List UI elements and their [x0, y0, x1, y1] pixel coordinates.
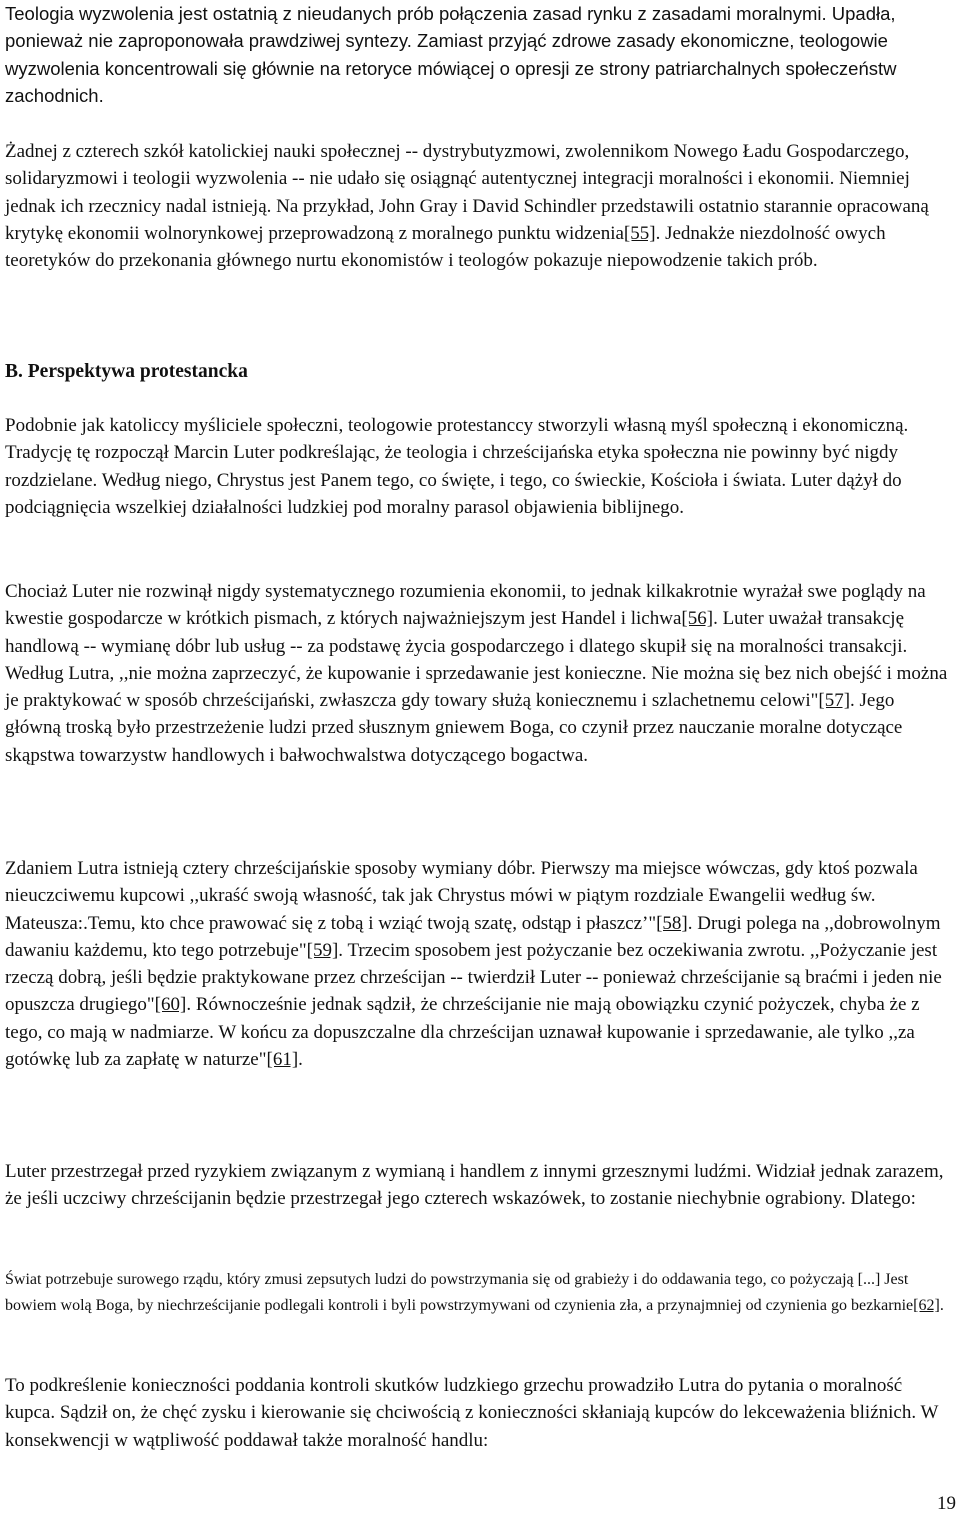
paragraph-risk-warning: Luter przestrzegał przed ryzykiem związanym z wymianą i handlem z innymi grzesznymi ludźmi. Widział jednak zarazem, że jeśli uczciwy chrześcijanin będzie przestrzegał jego czterech wskazówek, to zostanie niechybnie ograbiony. Dlatego: — [5, 1161, 944, 1210]
footnote-link-58[interactable]: [58] — [656, 912, 688, 934]
paragraph-four-ways: Zdaniem Lutra istnieją cztery chrześcijańskie sposoby wymiany dóbr. Pierwszy ma miejsce wówczas, gdy ktoś pozwala nieuczciwemu kupcowi ,,ukraść swoją własność, tak jak Chrystus mówi w piątym rozdziale Ewangelii według św. Mateusza:.Temu, kto chce prawować się z tobą i wziąć twoją szatę, odstąp i płaszcz’"[58]. Drugi polega na ,,dobrowolnym dawaniu każdemu, kto tego potrzebuje"[59]. Trzecim sposobem jest pożyczanie bez oczekiwania zwrotu. ,,Pożyczanie jest rzeczą dobrą, jeśli będzie praktykowane przez chrześcijan -- twierdził Luter -- ponieważ chrześcijanie są braćmi i jeden nie opuszcza drugiego"[60]. Równocześnie jednak sądził, że chrześcijanie nie mają obowiązku czynić pożyczek, chyba że z tego, co mają w nadmiarze. W końcu za dopuszczalne dla chrześcijan uznawał kupowanie i sprzedawanie, ale tylko ,,za gotówkę lub za zapłatę w naturze"[61]. — [5, 858, 942, 1071]
block-quote: Świat potrzebuje surowego rządu, który zmusi zepsutych ludzi do powstrzymania się od grabieży i do oddawania tego, co pożyczają [...] Jest bowiem wolą Boga, by niechrześcijanie podlegali kontroli i byli powstrzymywani od czynienia zła, a przynajmniej od czynienia go bezkarnie[62]. — [5, 1271, 944, 1314]
paragraph-luter-economy: Chociaż Luter nie rozwinął nigdy systematycznego rozumienia ekonomii, to jednak kilkakrotnie wyrażał swe poglądy na kwestie gospodarcze w krótkich pismach, z których najważniejszym jest Handel i lichwa[56]. Luter uważał transakcję handlową -- wymianę dóbr lub usług -- za podstawę życia gospodarczego i dlatego skupił się na moralności transakcji. Według Lutra, ,,nie można zaprzeczyć, że kupowanie i sprzedawanie jest konieczne. Nie można się bez nich obejść i można je praktykować w sposób chrześcijański, zwłaszcza gdy towary służą koniecznemu i szlachetnemu celowi"[57]. Jego główną troską było przestrzeżenie ludzi przed słusznym gniewem Boga, co czynił przez nauczanie moralne dotyczące skąpstwa towarzystw handlowych i bałwochwalstwa dotyczącego bogactwa. — [5, 581, 948, 766]
footnote-link-60[interactable]: [60] — [154, 994, 187, 1016]
footnote-link-55[interactable]: [55] — [623, 222, 656, 244]
paragraph-catholic-schools: Żadnej z czterech szkół katolickiej nauki społecznej -- dystrybutyzmowi, zwolennikom Nowego Ładu Gospodarczego, solidaryzmowi i teologii wyzwolenia -- nie udało się osiągnąć autentycznej integracji moralności i ekonomii. Niemniej jednak ich rzecznicy nadal istnieją. Na przykład, John Gray i David Schindler przedstawili ostatnio starannie opracowaną krytykę ekonomii wolnorynkowej przeprowadzoną z moralnego punktu widzenia[55]. Jednakże niezdolność owych teoretyków do przekonania głównego nurtu ekonomistów i teologów pokazuje niepowodzenie takich prób. — [5, 141, 929, 272]
page-number: 19 — [937, 1493, 956, 1514]
footnote-link-59[interactable]: [59] — [306, 939, 339, 961]
footnote-link-56[interactable]: [56] — [681, 608, 714, 630]
paragraph-protestant-intro: Podobnie jak katoliccy myśliciele społeczni, teologowie protestanccy stworzyli własną myśl społeczną i ekonomiczną. Tradycję tę rozpoczął Marcin Luter podkreślając, że teologia i chrześcijańska etyka społeczna nie powinny być nigdy rozdzielane. Według niego, Chrystus jest Panem tego, co święte, i tego, co świeckie, Kościoła i świata. Luter dążył do podciągnięcia wszelkiej działalności ludzkiej pod moralny parasol objawienia biblijnego. — [5, 415, 909, 518]
paragraph-liberation-theology: Teologia wyzwolenia jest ostatnią z nieudanych prób połączenia zasad rynku z zasadami moralnymi. Upadła, ponieważ nie zaproponowała prawdziwej syntezy. Zamiast przyjąć zdrowe zasady ekonomiczne, teologowie wyzwolenia koncentrowali się głównie na retoryce mówiącej o opresji ze strony patriarchalnych społeczeństw zachodnich. — [5, 3, 897, 106]
section-heading: B. Perspektywa protestancka — [5, 361, 248, 382]
paragraph-merchant-morality: To podkreślenie konieczności poddania kontroli skutków ludzkiego grzechu prowadziło Lutra do pytania o moralność kupca. Sądził on, że chęć zysku i kierowanie się chciwością z konieczności skłaniają kupców do lekceważenia bliźnich. W konsekwencji w wątpliwość poddawał także moralność handlu: — [5, 1375, 939, 1451]
footnote-link-62[interactable]: [62] — [913, 1297, 940, 1314]
footnote-link-61[interactable]: [61] — [266, 1049, 299, 1071]
footnote-link-57[interactable]: [57] — [818, 690, 851, 712]
